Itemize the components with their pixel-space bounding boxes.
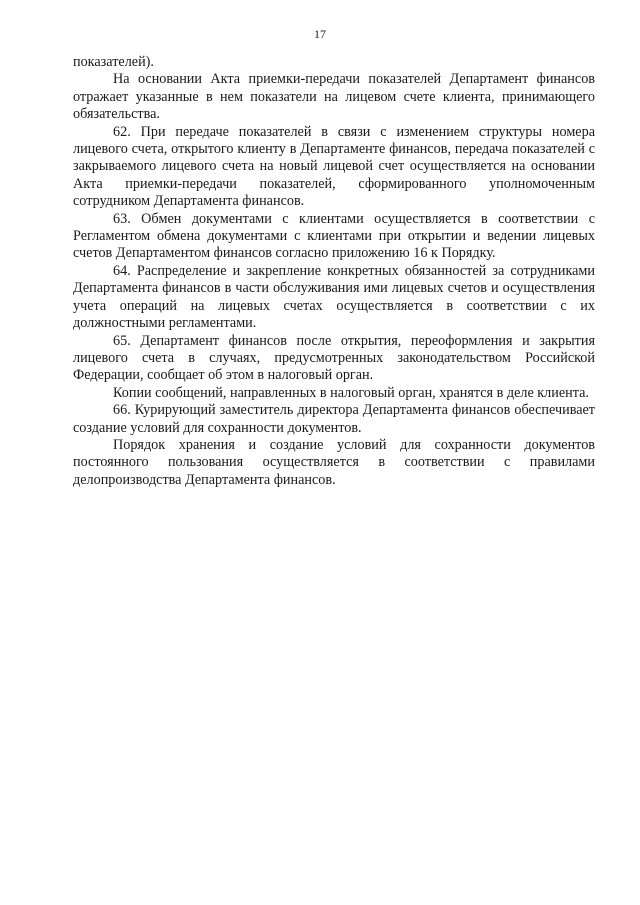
paragraph-62: 62. При передаче показателей в связи с изменением структуры номера лицевого счета, открытого клиенту в Департаменте финансов, передача показателей с закрываемого лицевого счета на новый лицевой счет осуществляется на основании Акта приемки-передачи показателей, сформированного уполномоченным сотрудником Департамента финансов.	[73, 123, 595, 210]
paragraph-66: 66. Курирующий заместитель директора Департамента финансов обеспечивает создание условий для сохранности документов.	[73, 402, 595, 436]
paragraph: На основании Акта приемки-передачи показателей Департамент финансов отражает указанные в нем показатели на лицевом счете клиента, принимающего обязательства.	[73, 71, 595, 123]
paragraph-continuation: показателей).	[73, 54, 154, 70]
page-number: 17	[314, 27, 326, 41]
document-body	[73, 54, 595, 489]
paragraph: Порядок хранения и создание условий для сохранности документов постоянного пользования осуществляется в соответствии с правилами делопроизводства Департамента финансов.	[73, 436, 595, 488]
paragraph-64: 64. Распределение и закрепление конкретных обязанностей за сотрудниками Департамента финансов в части обслуживания ими лицевых счетов и осуществления учета операций на лицевых счетах осуществляется в соответствии с их должностными регламентами.	[73, 262, 595, 332]
paragraph: Копии сообщений, направленных в налоговый орган, хранятся в деле клиента.	[113, 384, 589, 401]
paragraph-63: 63. Обмен документами с клиентами осуществляется в соответствии с Регламентом обмена документами с клиентами при открытии и ведении лицевых счетов Департаментом финансов согласно приложению 16 к Порядку.	[73, 210, 595, 262]
paragraph-65: 65. Департамент финансов после открытия, переоформления и закрытия лицевого счета в случаях, предусмотренных законодательством Российской Федерации, сообщает об этом в налоговый орган.	[73, 332, 595, 384]
